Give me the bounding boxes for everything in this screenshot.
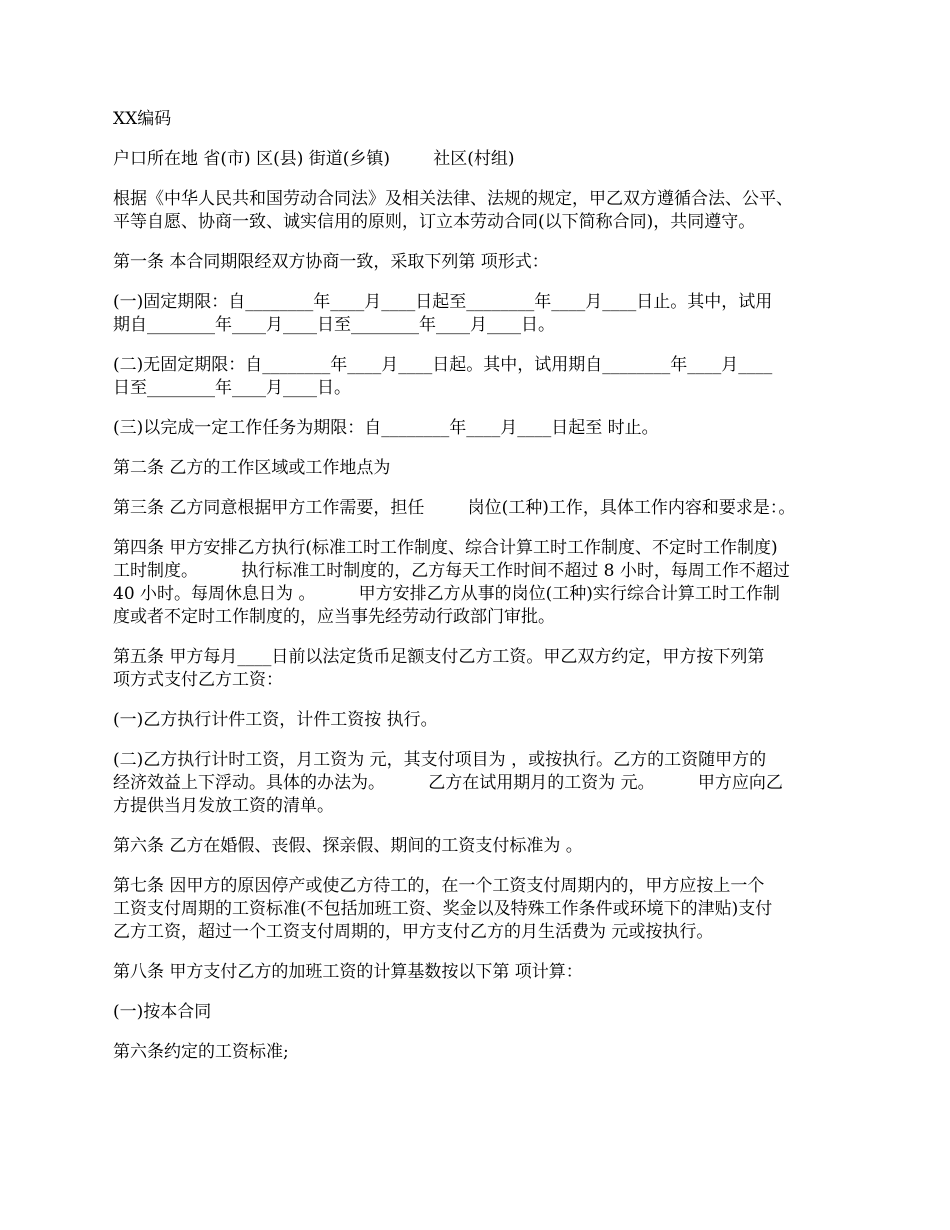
text-line: 工时制度。 执行标准工时制度的，乙方每天工作时间不超过 8 小时，每周工作不超过 (113, 561, 790, 581)
paragraph (113, 1001, 858, 1024)
paragraph (113, 148, 858, 171)
paragraph (113, 251, 858, 274)
paragraph (113, 188, 858, 234)
paragraph (113, 875, 858, 944)
text-line: 工资支付周期的工资标准(不包括加班工资、奖金以及特殊工作条件或环境下的津贴)支付 (113, 899, 773, 919)
text-line: 第一条 本合同期限经双方协商一致，采取下列第 项形式： (113, 252, 549, 272)
text-line: (一)乙方执行计件工资，计件工资按 执行。 (113, 710, 438, 730)
paragraph (113, 646, 858, 692)
text-line: 40 小时。每周休息日为 。 甲方安排乙方从事的岗位(工种)实行综合计算工时工作制 (113, 584, 780, 604)
paragraph (113, 457, 858, 480)
text-line: 第七条 因甲方的原因停产或使乙方待工的，在一个工资支付周期内的，甲方应按上一个 (113, 876, 765, 896)
text-line: 户口所在地 省(市) 区(县) 街道(乡镇) 社区(村组) (113, 149, 515, 169)
paragraph (113, 417, 858, 440)
text-line: 第五条 甲方每月____日前以法定货币足额支付乙方工资。甲乙双方约定，甲方按下列第 (113, 647, 765, 667)
paragraph (113, 537, 858, 629)
text-line: 平等自愿、协商一致、诚实信用的原则，订立本劳动合同(以下简称合同)，共同遵守。 (113, 212, 756, 232)
text-line: (二)乙方执行计时工资，月工资为 元，其支付项目为 ，或按执行。乙方的工资随甲方的 (113, 750, 767, 770)
text-line: (二)无固定期限：自________年____月____日起。其中，试用期自________年____月____ (113, 355, 773, 375)
text-line: 经济效益上下浮动。具体的办法为。 乙方在试用期月的工资为 元。 甲方应向乙 (113, 773, 783, 793)
text-line: 第八条 甲方支付乙方的加班工资的计算基数按以下第 项计算： (113, 962, 583, 982)
text-line: 度或者不定时工作制度的，应当事先经劳动行政部门审批。 (113, 607, 555, 627)
text-line: 日至________年____月____日。 (113, 378, 351, 398)
paragraph (113, 291, 858, 337)
paragraph (113, 108, 858, 131)
text-line: XX编码 (113, 109, 172, 129)
text-line: 第二条 乙方的工作区域或工作地点为 (113, 458, 391, 478)
paragraph (113, 1041, 858, 1064)
text-line: 项方式支付乙方工资： (113, 670, 283, 690)
text-line: 第四条 甲方安排乙方执行(标准工时工作制度、综合计算工时工作制度、不定时工作制度) (113, 538, 778, 558)
text-line: 期自________年____月____日至________年____月____日。 (113, 315, 555, 335)
text-line: 根据《中华人民共和国劳动合同法》及相关法律、法规的规定，甲乙双方遵循合法、公平、 (113, 189, 793, 209)
text-line: 方提供当月发放工资的清单。 (113, 796, 334, 816)
text-line: (一)固定期限：自________年____月____日起至________年____月____日止。其中，试用 (113, 292, 773, 312)
paragraph (113, 354, 858, 400)
paragraph (113, 497, 858, 520)
text-line: (三)以完成一定工作任务为期限：自________年____月____日起至 时止。 (113, 418, 659, 438)
paragraph (113, 835, 858, 858)
text-line: (一)按本合同 (113, 1002, 212, 1022)
paragraph (113, 709, 858, 732)
text-line: 第六条 乙方在婚假、丧假、探亲假、期间的工资支付标准为 。 (113, 836, 583, 856)
text-line: 第六条约定的工资标准; (113, 1042, 289, 1062)
paragraph (113, 749, 858, 818)
text-line: 乙方工资，超过一个工资支付周期的，甲方支付乙方的月生活费为 元或按执行。 (113, 922, 714, 942)
paragraph (113, 961, 858, 984)
text-line: 第三条 乙方同意根据甲方工作需要，担任 岗位(工种)工作，具体工作内容和要求是：。 (113, 498, 796, 518)
document-page (113, 108, 858, 1081)
